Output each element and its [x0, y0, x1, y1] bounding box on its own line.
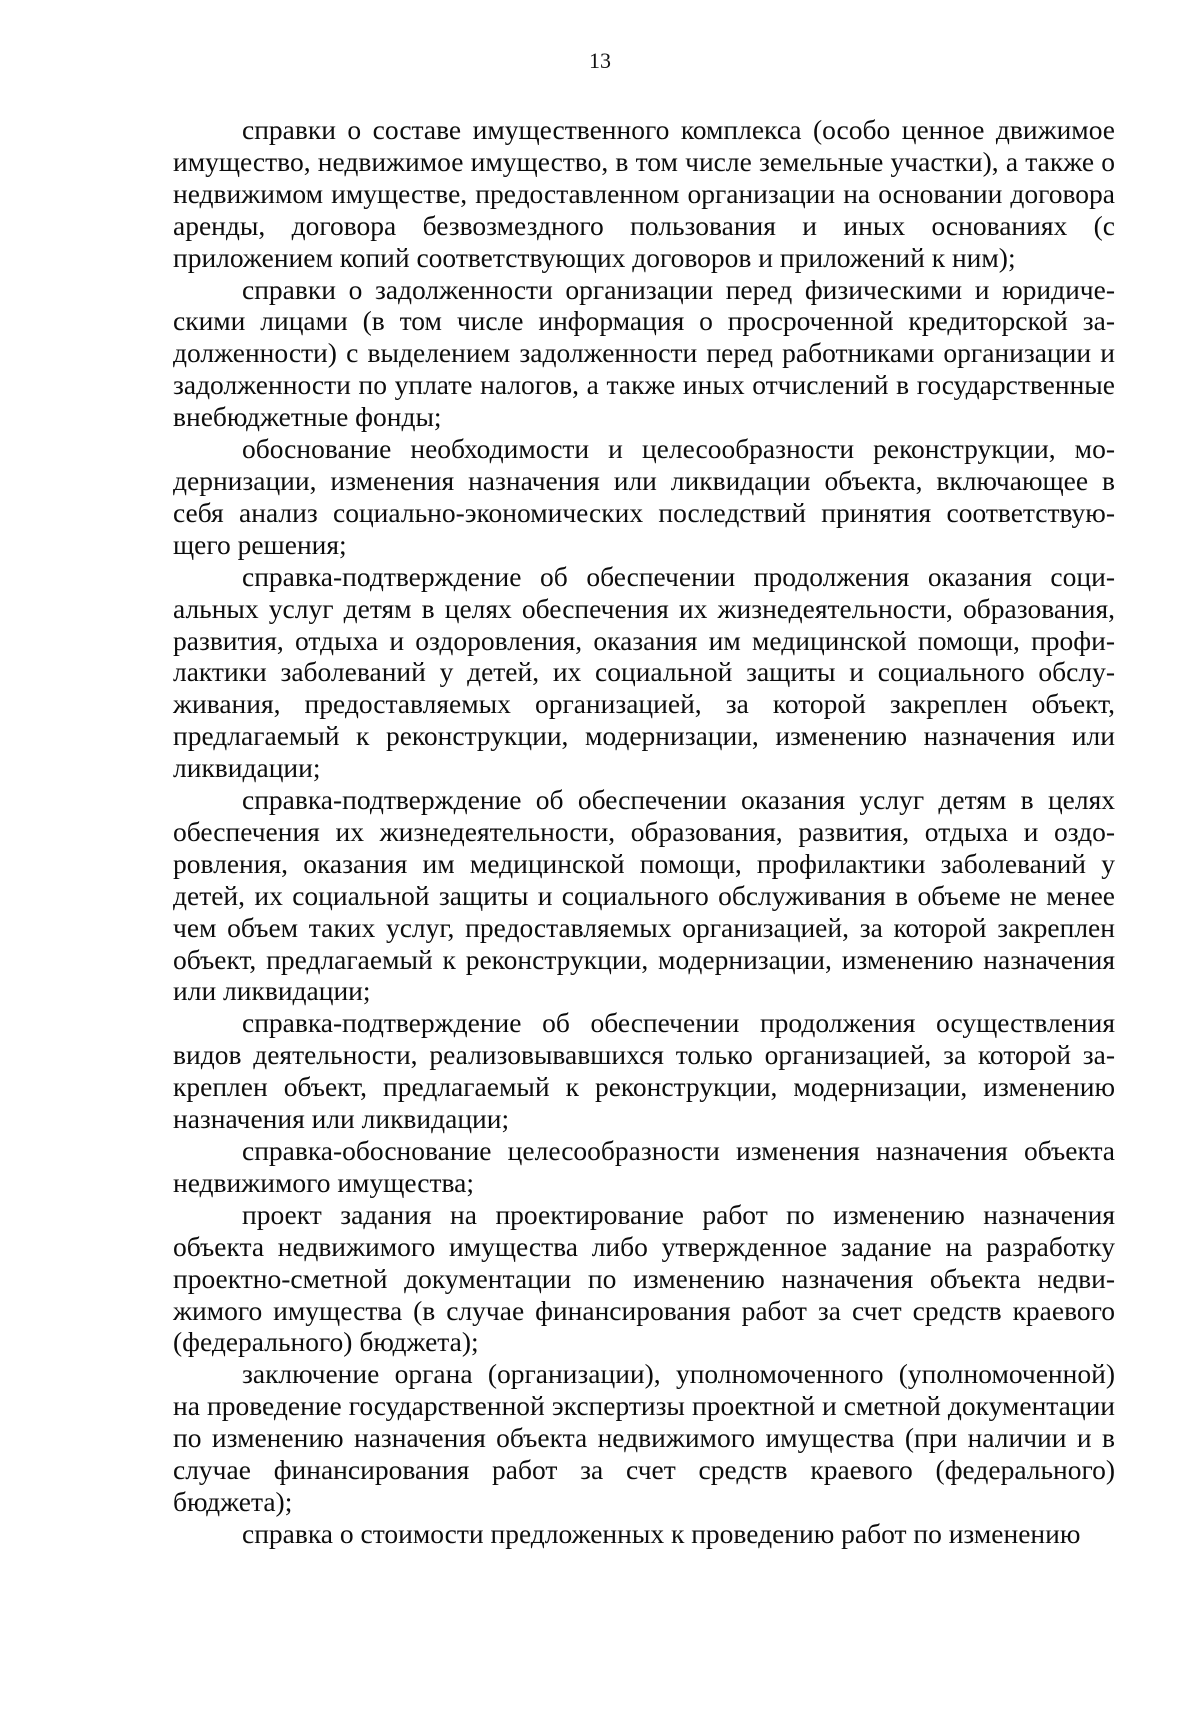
paragraph-cost-certificate: справка о стоимости предложенных к проведению работ по изменению [242, 1517, 1081, 1549]
paragraph-purpose-change-justification: справка-обоснование целесообразности изменения назначения объекта недвижимого имущества; [173, 1135, 1115, 1198]
paragraph-property-complex: справки о составе имущественного комплекса (особо ценное движимое имущество, недвижимое имущество, в том числе земельные участки), а также о недвижимом имуществе, предоставленном организации на основании договора аренды, договора безвозмездного пользования и иных основаниях (с приложением копий соответствующих договоров и приложений к ним); [173, 114, 1115, 273]
paragraph-services-volume: справка-подтверждение об обеспечении оказания услуг детям в целях обеспечения их жизнедеятельности, образования, развития, отдыха и оздоровления, оказания им медицинской помощи, профилактики заболеваний у детей, их социальной защиты и социального обслуживания в объеме не менее чем объем таких услуг, предоставляемых организацией, за которой закреплен объект, предлагаемый к реконструкции, модернизации, изменению назначения или ликвидации; [173, 784, 1115, 1007]
paragraph-social-services-continuation: справка-подтверждение об обеспечении продолжения оказания социальных услуг детям в целях обеспечения их жизнедеятельности, образования, развития, отдыха и оздоровления, оказания им медицинской помощи, профилактики заболеваний у детей, их социальной защиты и социального обслуживания, предоставляемых организацией, за которой закреплен объект, предлагаемый к реконструкции, модернизации, изменению назначения или ликвидации; [173, 560, 1115, 784]
paragraph-expert-conclusion: заключение органа (организации), уполномоченного (уполномоченной) на проведение государственной экспертизы проектной и сметной документации по изменению назначения объекта недвижимого имущества (при наличии и в случае финансирования работ за счет средств краевого (федерального) бюджета); [173, 1358, 1115, 1517]
document-body [173, 114, 1115, 1550]
paragraph-design-assignment: проект задания на проектирование работ по изменению назначения объекта недвижимого имущества либо утвержденное задание на разработку проектно-сметной документации по изменению назначения объекта недвижимого имущества (в случае финансирования работ за счет средств краевого (федерального) бюджета); [173, 1198, 1115, 1358]
paragraph-activities-continuation: справка-подтверждение об обеспечении продолжения осуществления видов деятельности, реализовывавшихся только организацией, за которой закреплен объект, предлагаемый к реконструкции, модернизации, изменению назначения или ликвидации; [173, 1007, 1115, 1135]
page-number: 13 [589, 48, 611, 73]
paragraph-debt-info: справки о задолженности организации перед физическими и юридическими лицами (в том числе информация о просроченной кредиторской задолженности) с выделением задолженности перед работниками организации и задолженности по уплате налогов, а также иных отчислений в государственные внебюджетные фонды; [173, 273, 1115, 433]
paragraph-justification: обоснование необходимости и целесообразности реконструкции, модернизации, изменения назначения или ликвидации объекта, включающее в себя анализ социально-экономических последствий принятия соответствующего решения; [173, 433, 1115, 560]
